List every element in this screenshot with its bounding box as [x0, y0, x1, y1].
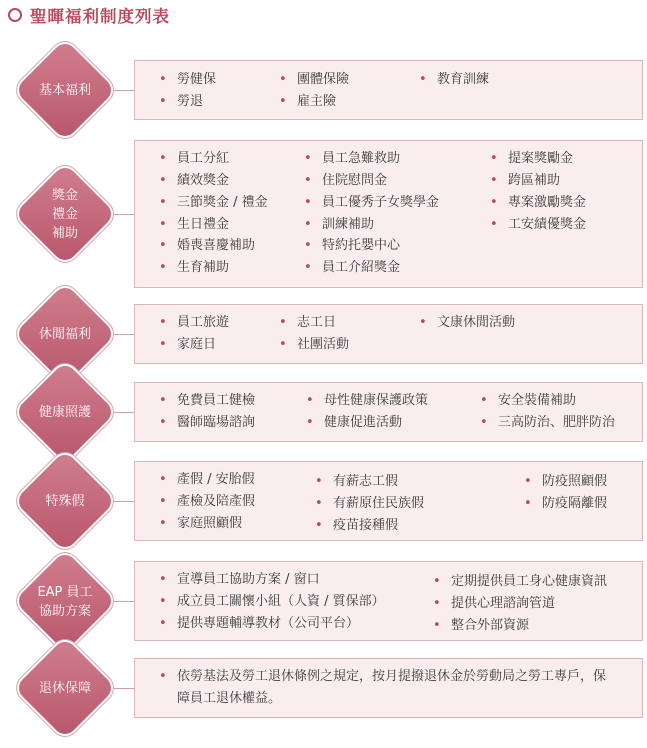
- circle-icon: [8, 8, 22, 22]
- list-item: • 跨區補助: [508, 172, 560, 190]
- list-item: • 醫師臨場諮詢: [177, 414, 255, 432]
- list-item: • 勞退: [177, 93, 203, 111]
- page-title: [8, 4, 170, 26]
- list-item: • 母性健康保護政策: [324, 392, 428, 410]
- page-title-text: 聖暉福利制度列表: [30, 7, 170, 26]
- section-label: 健康照護: [38, 404, 91, 420]
- list-item: • 宣導員工協助方案 / 窗口: [177, 571, 320, 589]
- list-item: • 有薪原住民族假: [333, 495, 424, 513]
- list-item: • 產檢及陪產假: [177, 493, 255, 511]
- list-item: • 依勞基法及勞工退休條例之規定，按月提撥退休金於勞動局之勞工專戶，保障員工退休權益。: [177, 666, 617, 710]
- list-item: • 家庭日: [177, 336, 216, 354]
- list-item: • 家庭照顧假: [177, 515, 242, 533]
- list-item: • 志工日: [297, 314, 336, 332]
- section-content-box: [134, 304, 643, 364]
- list-item: • 專案激勵獎金: [508, 194, 586, 212]
- list-item: • 健康促進活動: [324, 414, 402, 432]
- section-label: 獎金 禮金 補助: [51, 188, 78, 241]
- list-item: • 疫苗接種假: [333, 517, 398, 535]
- section-label: 休閒福利: [38, 326, 91, 342]
- section-label: 退休保障: [38, 680, 91, 696]
- section-label: 特殊假: [45, 493, 85, 509]
- list-item: • 有薪志工假: [333, 473, 398, 491]
- list-item: • 訓練補助: [322, 216, 374, 234]
- list-item: • 員工旅遊: [177, 314, 229, 332]
- list-item: • 員工分紅: [177, 150, 229, 168]
- list-item: • 工安績優獎金: [508, 216, 586, 234]
- list-item: • 績效獎金: [177, 172, 229, 190]
- section-label: 基本福利: [38, 82, 91, 98]
- list-item: • 社團活動: [297, 336, 349, 354]
- list-item: • 雇主險: [297, 93, 336, 111]
- list-item: • 團體保險: [297, 71, 349, 89]
- list-item: • 文康休閒活動: [437, 314, 515, 332]
- list-item: • 三高防治、肥胖防治: [498, 414, 615, 432]
- list-item: • 員工介紹獎金: [322, 259, 400, 277]
- list-item: • 提案獎勵金: [508, 150, 573, 168]
- list-item: • 婚喪喜慶補助: [177, 237, 255, 255]
- list-item: • 勞健保: [177, 71, 216, 89]
- list-item: • 員工急難救助: [322, 150, 400, 168]
- section-content-box: [134, 382, 643, 442]
- list-item: • 生日禮金: [177, 216, 229, 234]
- list-item: • 安全裝備補助: [498, 392, 576, 410]
- list-item: • 特約托嬰中心: [322, 237, 400, 255]
- section-content-box: [134, 60, 643, 120]
- list-item: • 員工優秀子女獎學金: [322, 194, 439, 212]
- list-item: • 免費員工健檢: [177, 392, 255, 410]
- list-item: • 提供心理諮詢管道: [451, 595, 555, 613]
- list-item: • 三節獎金 / 禮金: [177, 194, 268, 212]
- section-label: EAP 員工 協助方案: [37, 585, 93, 619]
- list-item: • 定期提供員工身心健康資訊: [451, 573, 607, 591]
- list-item: • 提供專題輔導教材（公司平台）: [177, 615, 359, 633]
- list-item: • 成立員工關懷小組（人資 / 質保部）: [177, 593, 385, 611]
- list-item: • 住院慰問金: [322, 172, 387, 190]
- list-item: • 產假 / 安胎假: [177, 471, 255, 489]
- list-item: • 生育補助: [177, 259, 229, 277]
- list-item: • 教育訓練: [437, 71, 489, 89]
- list-item: • 防疫隔離假: [542, 495, 607, 513]
- list-item: • 整合外部資源: [451, 617, 529, 635]
- list-item: • 防疫照顧假: [542, 473, 607, 491]
